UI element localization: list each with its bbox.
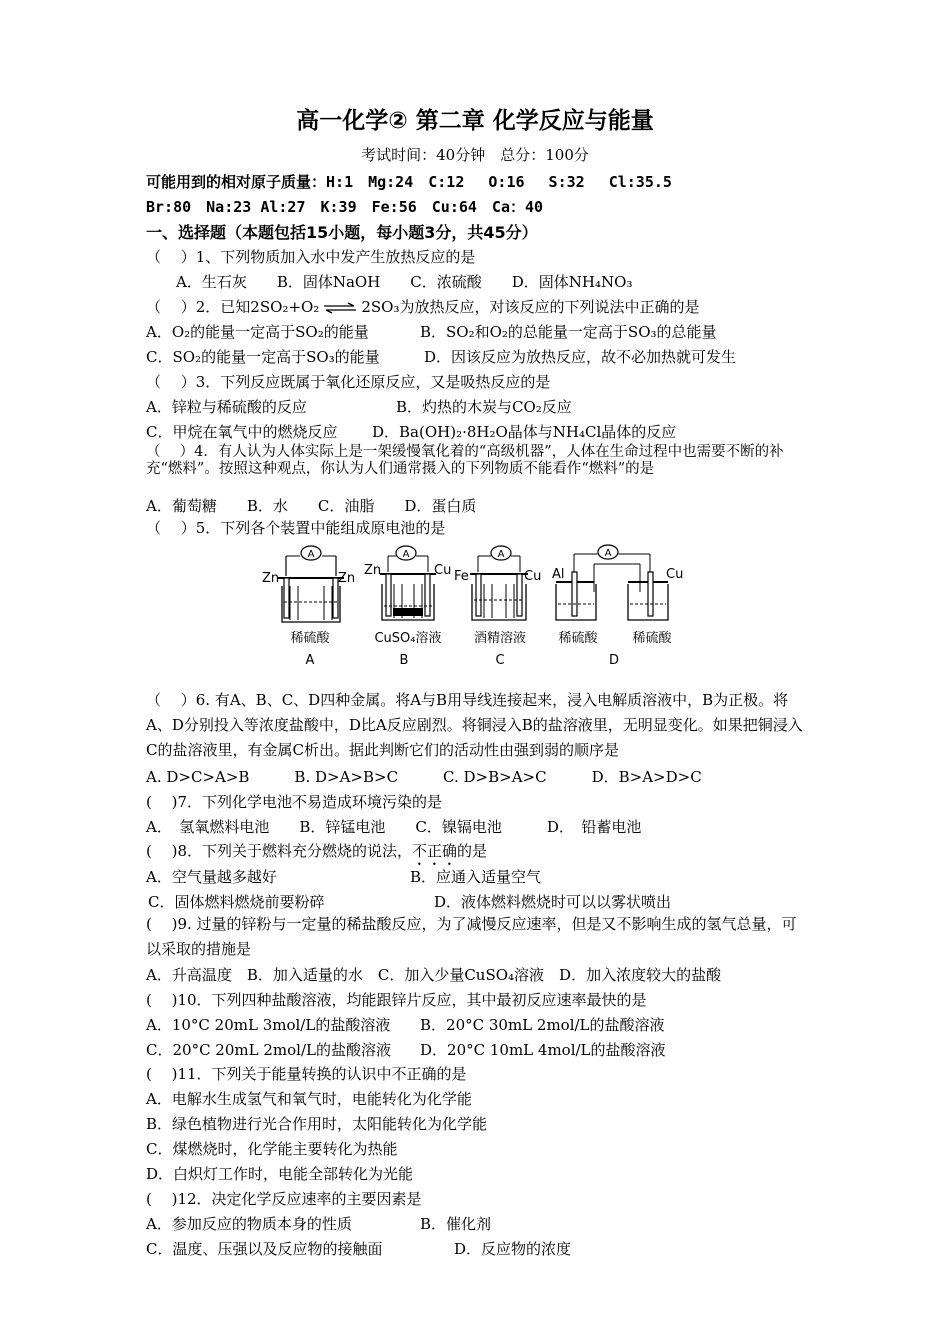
q8-option-b: B．应通入适量空气 (410, 868, 542, 886)
b-solution-label: CuSO₄溶液 (374, 631, 442, 646)
q7-options: A． 氢氧燃料电池 B．锌锰电池 C．镍镉电池 D． 铅蓄电池 (146, 818, 642, 836)
q7-stem: ( )7．下列化学电池不易造成环境污染的是 (146, 793, 443, 811)
exam-info: 考试时间：40分钟 总分：100分 (361, 146, 589, 164)
q2-stem (146, 296, 699, 317)
apparatus-b (364, 546, 451, 668)
q12-option-b: B．催化剂 (420, 1215, 492, 1233)
q1-options: A．生石灰 B．固体NaOH C．浓硫酸 D．固体NH₄NO₃ (176, 273, 633, 291)
q8-emphasis: 不正确 (412, 842, 458, 860)
ammeter-a-label: A (307, 549, 315, 560)
q10-option-d: D．20°C 10mL 4mol/L的盐酸溶液 (420, 1041, 666, 1059)
q8-stem-part2: 的是 (457, 842, 488, 860)
d-right-electrode: Cu (666, 567, 684, 582)
q3-option-d: D．Ba(OH)₂·8H₂O晶体与NH₄Cl晶体的反应 (372, 423, 677, 441)
ammeter-c-label: A (497, 549, 505, 560)
d-apparatus-label: D (608, 653, 620, 668)
apparatus-c (454, 546, 541, 668)
q12-option-d: D．反应物的浓度 (454, 1240, 572, 1258)
b-apparatus-label: B (399, 653, 409, 668)
q11-option-d: D．白炽灯工作时，电能全部转化为光能 (146, 1165, 414, 1183)
c-left-electrode: Fe (454, 569, 469, 584)
q10-option-b: B．20°C 30mL 2mol/L的盐酸溶液 (420, 1016, 665, 1034)
q12-stem: ( )12．决定化学反应速率的主要因素是 (146, 1190, 422, 1208)
d-right-solution-label: 稀硫酸 (632, 631, 672, 646)
q12-option-a: A．参加反应的物质本身的性质 (146, 1215, 352, 1233)
q10-stem: ( )10．下列四种盐酸溶液，均能跟锌片反应，其中最初反应速率最快的是 (146, 991, 647, 1009)
atomic-masses-line1: 可能用到的相对原子质量：H:1 Mg:24 C:12 O:16 S:32 Cl:35.5 (146, 173, 672, 191)
d-left-electrode: Al (552, 567, 565, 582)
q6-options: A. D>C>A>B B. D>A>B>C C. D>B>A>C D．B>A>D>C (146, 768, 702, 786)
d-left-solution-label: 稀硫酸 (558, 631, 598, 646)
q8-option-c: C．固体燃料燃烧前要粉碎 (148, 893, 325, 911)
ammeter-d-label: A (604, 548, 612, 559)
q8-option-a: A．空气量越多越好 (146, 868, 277, 886)
q2-stem-part1: （ ）2．已知2SO₂+O₂ (146, 298, 320, 316)
q11-stem: ( )11．下列关于能量转换的认识中不正确的是 (146, 1065, 467, 1083)
galvanic-cell-diagram (256, 542, 696, 672)
q2-option-c: C．SO₂的能量一定高于SO₃的能量 (146, 348, 380, 366)
c-solution-label: 酒精溶液 (473, 631, 527, 646)
a-solution-label: 稀硫酸 (290, 631, 330, 646)
q6-stem: （ ）6. 有A、B、C、D四种金属。将A与B用导线连接起来，浸入电解质溶液中，B为正极。将A、D分别投入等浓度盐酸中，D比A反应剧烈。将铜浸入B的盐溶液里，无明显变化。如果把铜浸入C的盐溶液里，有金属C析出。据此判断它们的活动性由强到弱的顺序是 (146, 691, 803, 759)
q2-option-a: A．O₂的能量一定高于SO₂的能量 (146, 323, 369, 341)
q3-option-c: C．甲烷在氧气中的燃烧反应 (146, 423, 338, 441)
apparatus-d (552, 545, 683, 668)
q3-option-a: A．锌粒与稀硫酸的反应 (146, 398, 307, 416)
atomic-masses-line2: Br:80 Na:23 Al:27 K:39 Fe:56 Cu:64 Ca：40 (146, 198, 544, 216)
q2-option-b: B．SO₂和O₂的总能量一定高于SO₃的总能量 (420, 323, 717, 341)
a-left-electrode: Zn (262, 571, 280, 586)
q8-stem (146, 840, 487, 869)
c-right-electrode: Cu (524, 569, 542, 584)
q8-stem-part1: ( )8．下列关于燃料充分燃烧的说法， (146, 842, 413, 860)
q11-option-b: B．绿色植物进行光合作用时，太阳能转化为化学能 (146, 1115, 488, 1133)
q10-option-a: A．10°C 20mL 3mol/L的盐酸溶液 (146, 1016, 391, 1034)
equilibrium-arrow-icon (322, 302, 358, 314)
q11-option-a: A．电解水生成氢气和氧气时，电能转化为化学能 (146, 1090, 472, 1108)
ammeter-b-label: A (402, 549, 410, 560)
q12-option-c: C．温度、压强以及反应物的接触面 (146, 1240, 383, 1258)
c-apparatus-label: C (495, 653, 505, 668)
q3-stem: （ ）3．下列反应既属于氧化还原反应，又是吸热反应的是 (146, 373, 551, 391)
q2-stem-part2: 2SO₃为放热反应，对该反应的下列说法中正确的是 (361, 298, 700, 316)
q11-option-c: C．煤燃烧时，化学能主要转化为热能 (146, 1140, 398, 1158)
q4-options: A．葡萄糖 B．水 C．油脂 D．蛋白质 (146, 497, 477, 515)
b-right-electrode: Cu (434, 563, 452, 578)
q1-stem: （ ）1、下列物质加入水中发产生放热反应的是 (146, 248, 476, 266)
q4-stem: （ ）4．有人认为人体实际上是一架缓慢氧化着的“高级机器”，人体在生命过程中也需要不断的补充“燃料”。按照这种观点，你认为人们通常摄入的下列物质不能看作“燃料”的是 (146, 444, 784, 477)
q2-option-d: D．因该反应为放热反应，故不必加热就可发生 (424, 348, 737, 366)
q10-option-c: C．20°C 20mL 2mol/L的盐酸溶液 (146, 1041, 391, 1059)
q5-stem: （ ）5．下列各个装置中能组成原电池的是 (146, 519, 446, 537)
q9-stem: ( )9. 过量的锌粉与一定量的稀盐酸反应，为了减慢反应速率，但是又不影响生成的氢气总量，可以采取的措施是 (146, 915, 797, 958)
a-right-electrode: Zn (338, 571, 356, 586)
b-left-electrode: Zn (364, 563, 382, 578)
apparatus-a (262, 546, 355, 668)
section-heading: 一、选择题（本题包括15小题，每小题3分，共45分） (146, 223, 538, 242)
page-title: 高一化学② 第二章 化学反应与能量 (296, 108, 654, 134)
a-apparatus-label: A (305, 653, 315, 668)
q9-options: A．升高温度 B．加入适量的水 C．加入少量CuSO₄溶液 D．加入浓度较大的盐酸 (146, 966, 722, 984)
q3-option-b: B．灼热的木炭与CO₂反应 (396, 398, 572, 416)
q8-option-d: D．液体燃料燃烧时可以以雾状喷出 (434, 893, 672, 911)
